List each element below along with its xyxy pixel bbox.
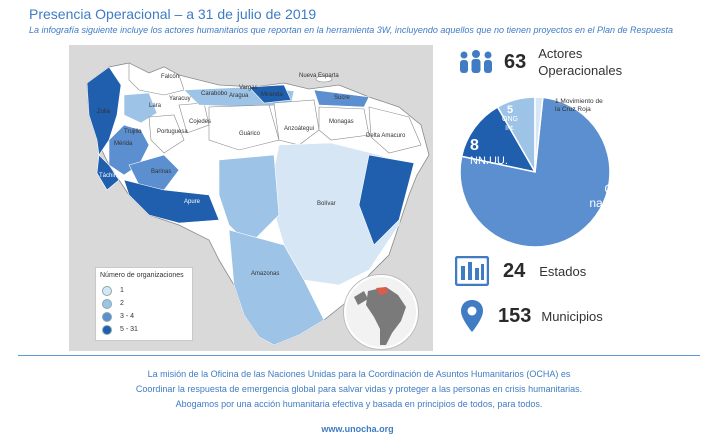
label-trujillo: Trujillo [124,129,142,135]
pie-label-cruz-roja [555,98,605,113]
map-chart-icon [455,256,489,286]
pie-label-nnuu [470,137,520,167]
ong-nac-num: 46 [609,164,627,181]
ong-nac-line2: nacionales [589,196,647,210]
venezuela-map [69,45,433,351]
people-icon [457,49,495,75]
legend-label: 5 - 31 [120,326,138,333]
ong-int-num: 5 [506,104,514,116]
label-falcon: Falcón [161,74,180,80]
label-delta-amacuro: Delta Amacuro [366,133,406,139]
legend-label: 1 [120,287,124,294]
label-merida: Mérida [114,141,133,147]
pie-label-ong-int [497,106,523,133]
label-amazonas: Amazonas [251,271,280,277]
legend-label: 2 [120,300,124,307]
label-sucre: Sucre [334,95,350,101]
label-anzoategui: Anzoátegui [284,126,315,132]
label-bolivar: Bolívar [317,201,336,207]
locator-inset [344,275,418,349]
nnuu-num: 8 [470,137,479,154]
actors-stat [457,45,622,79]
label-tachira: Táchira [99,173,120,179]
page-title: Presencia Operacional – a 31 de julio de 2019 [29,6,317,22]
cruz-roja-label-line2: la Cruz Roja [555,106,591,113]
map-legend [95,267,193,341]
legend-item [102,299,124,308]
divider [18,355,700,356]
legend-swatch [102,325,112,335]
label-guarico: Guárico [239,131,261,137]
legend-swatch [102,312,112,322]
label-barinas: Barinas [151,169,172,175]
municipalities-label: Municipios [541,308,603,324]
states-label: Estados [539,263,587,279]
label-vargas: Vargas [239,85,258,91]
actors-count: 63 [504,50,527,73]
mission-statement [18,367,700,412]
legend-item [102,325,138,334]
mission-line3: Abogamos por una acción humanitaria efectiva y basada en principios de todos, para todos. [175,399,543,409]
footer-url-link[interactable]: www.unocha.org [321,424,394,434]
south-america-icon [346,277,416,347]
ong-nac-line1: ONG [604,182,632,196]
label-cojedes: Cojedes [189,119,212,125]
actors-label-line1: Actores [538,46,583,61]
page-subtitle: La infografía siguiente incluye los actores humanitarios que reportan en la herramienta 3W, incluyendo aquellos que no tienen proyectos en el Plan de Respuesta [29,25,674,35]
label-miranda: Miranda [261,92,283,98]
label-monagas: Monagas [329,119,354,125]
legend-item [102,312,134,321]
ong-int-line2: Int. [505,125,515,132]
legend-swatch [102,286,112,296]
label-lara: Lara [149,103,162,109]
label-carabobo: Carabobo [201,91,228,97]
nnuu-line1: NN.UU. [470,155,508,167]
municipalities-stat [460,299,603,333]
label-zulia: Zulia [97,109,111,115]
legend-swatch [102,299,112,309]
pie-label-ong-nacionales [573,164,663,210]
ong-int-line1: ONG [502,116,518,123]
legend-label: 3 - 4 [120,313,135,320]
label-portuguesa: Portuguesa [157,129,188,135]
municipalities-count: 153 [498,304,532,327]
legend-item [102,286,124,295]
states-count: 24 [503,259,526,282]
actors-label-line2: Operacionales [538,63,623,78]
actors-label [538,45,622,79]
label-apure: Apure [184,199,201,205]
label-nueva-esparta: Nueva Esparta [299,73,339,79]
label-aragua: Aragua [229,93,249,99]
legend-title: Número de organizaciones [100,272,184,279]
mission-line2: Coordinar la respuesta de emergencia global para salvar vidas y proteger a las personas en crisis humanitarias. [135,384,583,394]
label-yaracuy: Yaracuy [169,96,191,102]
location-pin-icon [460,299,484,333]
mission-line1: La misión de la Oficina de las Naciones Unidas para la Coordinación de Asuntos Humanitarios (OCHA) es [147,369,571,379]
cruz-roja-label-line1: 1 Movimiento de [555,98,603,105]
states-stat [455,256,586,286]
